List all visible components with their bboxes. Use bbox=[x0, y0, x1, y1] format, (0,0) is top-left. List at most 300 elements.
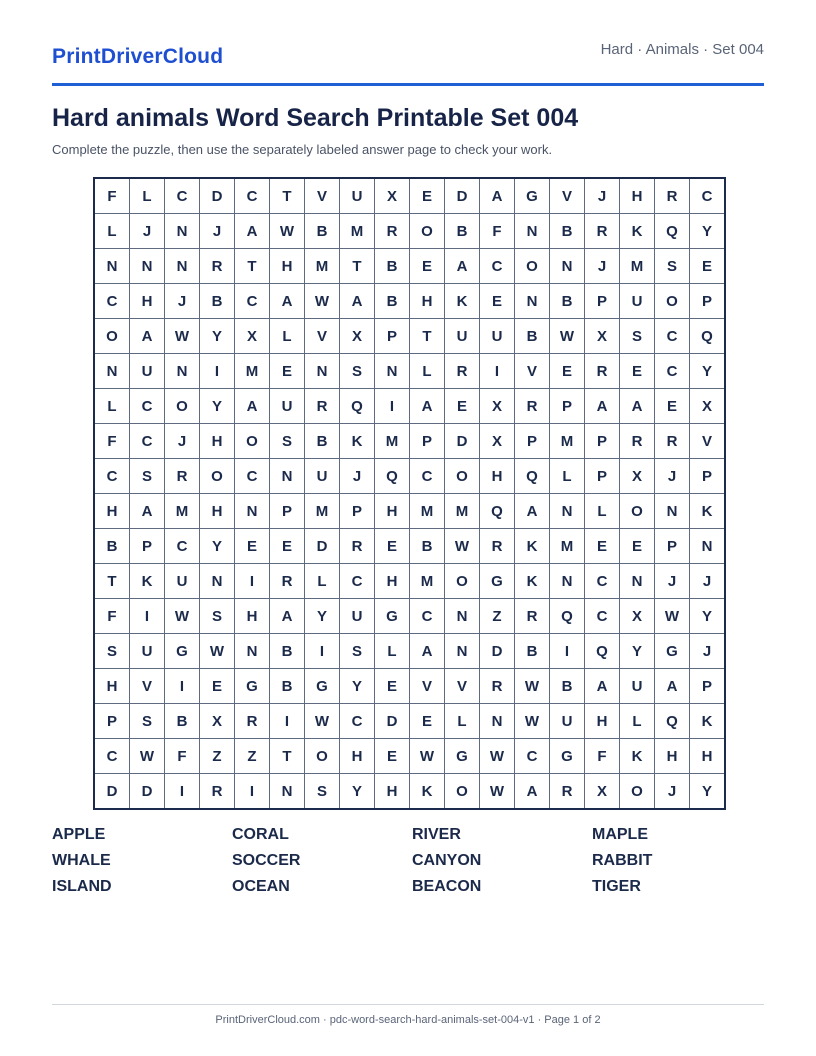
grid-cell: E bbox=[690, 249, 724, 283]
grid-cell: W bbox=[515, 669, 549, 703]
grid-cell: A bbox=[515, 774, 549, 808]
grid-cell: V bbox=[515, 354, 549, 388]
grid-cell: V bbox=[550, 179, 584, 213]
grid-cell: N bbox=[550, 494, 584, 528]
grid-cell: N bbox=[95, 249, 129, 283]
grid-cell: Q bbox=[515, 459, 549, 493]
grid-cell: S bbox=[655, 249, 689, 283]
grid-cell: M bbox=[550, 529, 584, 563]
grid-cell: B bbox=[270, 669, 304, 703]
grid-cell: L bbox=[585, 494, 619, 528]
grid-cell: Y bbox=[340, 774, 374, 808]
grid-cell: G bbox=[515, 179, 549, 213]
grid-cell: E bbox=[410, 249, 444, 283]
grid-cell: M bbox=[620, 249, 654, 283]
grid-cell: B bbox=[200, 284, 234, 318]
grid-cell: Y bbox=[340, 669, 374, 703]
grid-cell: N bbox=[305, 354, 339, 388]
grid-cell: C bbox=[235, 459, 269, 493]
grid-cell: S bbox=[130, 459, 164, 493]
grid-cell: S bbox=[270, 424, 304, 458]
grid-cell: F bbox=[585, 739, 619, 773]
grid-cell: E bbox=[235, 529, 269, 563]
grid-cell: X bbox=[620, 599, 654, 633]
grid-cell: R bbox=[515, 389, 549, 423]
grid-cell: G bbox=[445, 739, 479, 773]
grid-cell: B bbox=[445, 214, 479, 248]
grid-cell: Q bbox=[340, 389, 374, 423]
grid-cell: W bbox=[165, 319, 199, 353]
grid-cell: W bbox=[410, 739, 444, 773]
grid-cell: M bbox=[445, 494, 479, 528]
grid-cell: P bbox=[690, 284, 724, 318]
grid-cell: C bbox=[165, 179, 199, 213]
grid-cell: W bbox=[655, 599, 689, 633]
grid-cell: O bbox=[445, 774, 479, 808]
grid-cell: I bbox=[375, 389, 409, 423]
grid-cell: I bbox=[480, 354, 514, 388]
grid-cell: C bbox=[130, 389, 164, 423]
grid-cell: K bbox=[690, 704, 724, 738]
word-list-item: CANYON bbox=[412, 852, 482, 869]
grid-cell: O bbox=[620, 494, 654, 528]
grid-cell: B bbox=[375, 284, 409, 318]
grid-cell: F bbox=[480, 214, 514, 248]
grid-cell: N bbox=[235, 634, 269, 668]
grid-cell: W bbox=[270, 214, 304, 248]
grid-cell: I bbox=[200, 354, 234, 388]
grid-cell: B bbox=[375, 249, 409, 283]
grid-cell: U bbox=[130, 634, 164, 668]
grid-cell: V bbox=[690, 424, 724, 458]
grid-cell: A bbox=[270, 284, 304, 318]
grid-cell: D bbox=[130, 774, 164, 808]
grid-cell: M bbox=[235, 354, 269, 388]
grid-cell: H bbox=[655, 739, 689, 773]
grid-cell: L bbox=[445, 704, 479, 738]
grid-cell: W bbox=[200, 634, 234, 668]
grid-cell: K bbox=[410, 774, 444, 808]
grid-cell: I bbox=[235, 774, 269, 808]
grid-cell: W bbox=[480, 774, 514, 808]
grid-cell: N bbox=[445, 599, 479, 633]
grid-cell: N bbox=[550, 249, 584, 283]
grid-cell: A bbox=[480, 179, 514, 213]
grid-cell: L bbox=[410, 354, 444, 388]
grid-cell: T bbox=[270, 739, 304, 773]
grid-cell: O bbox=[165, 389, 199, 423]
grid-cell: W bbox=[515, 704, 549, 738]
grid-cell: C bbox=[585, 564, 619, 598]
grid-cell: K bbox=[445, 284, 479, 318]
grid-cell: Y bbox=[620, 634, 654, 668]
grid-cell: M bbox=[165, 494, 199, 528]
grid-cell: S bbox=[620, 319, 654, 353]
grid-cell: L bbox=[270, 319, 304, 353]
grid-cell: C bbox=[655, 354, 689, 388]
grid-cell: F bbox=[95, 179, 129, 213]
grid-cell: H bbox=[270, 249, 304, 283]
grid-cell: T bbox=[270, 179, 304, 213]
word-list-item: SOCCER bbox=[232, 852, 301, 869]
grid-cell: J bbox=[165, 284, 199, 318]
grid-cell: Q bbox=[655, 214, 689, 248]
page-header bbox=[52, 40, 764, 86]
grid-cell: H bbox=[235, 599, 269, 633]
grid-cell: D bbox=[305, 529, 339, 563]
grid-cell: N bbox=[235, 494, 269, 528]
grid-cell: E bbox=[270, 529, 304, 563]
grid-cell: W bbox=[480, 739, 514, 773]
grid-cell: Y bbox=[690, 599, 724, 633]
grid-cell: X bbox=[585, 774, 619, 808]
grid-cell: J bbox=[165, 424, 199, 458]
word-list-item: WHALE bbox=[52, 852, 111, 869]
grid-cell: U bbox=[305, 459, 339, 493]
grid-cell: N bbox=[515, 214, 549, 248]
word-list-item: OCEAN bbox=[232, 878, 290, 895]
grid-cell: K bbox=[620, 214, 654, 248]
grid-cell: P bbox=[340, 494, 374, 528]
grid-cell: U bbox=[620, 284, 654, 318]
grid-cell: K bbox=[130, 564, 164, 598]
grid-cell: I bbox=[235, 564, 269, 598]
grid-cell: R bbox=[200, 249, 234, 283]
grid-cell: J bbox=[585, 249, 619, 283]
grid-cell: C bbox=[235, 284, 269, 318]
grid-cell: M bbox=[410, 494, 444, 528]
grid-cell: P bbox=[585, 424, 619, 458]
grid-cell: S bbox=[340, 354, 374, 388]
grid-cell: R bbox=[585, 354, 619, 388]
grid-cell: M bbox=[550, 424, 584, 458]
grid-cell: C bbox=[655, 319, 689, 353]
grid-cell: P bbox=[550, 389, 584, 423]
grid-cell: B bbox=[515, 319, 549, 353]
grid-cell: V bbox=[305, 179, 339, 213]
grid-cell: Y bbox=[690, 214, 724, 248]
grid-cell: S bbox=[130, 704, 164, 738]
grid-cell: L bbox=[95, 389, 129, 423]
grid-cell: R bbox=[655, 179, 689, 213]
grid-cell: L bbox=[305, 564, 339, 598]
grid-cell: P bbox=[375, 319, 409, 353]
grid-cell: B bbox=[165, 704, 199, 738]
grid-cell: Q bbox=[585, 634, 619, 668]
grid-cell: R bbox=[165, 459, 199, 493]
grid-cell: D bbox=[445, 179, 479, 213]
grid-cell: N bbox=[690, 529, 724, 563]
word-list-item: CORAL bbox=[232, 826, 289, 843]
grid-cell: A bbox=[445, 249, 479, 283]
grid-cell: R bbox=[235, 704, 269, 738]
word-list-item: BEACON bbox=[412, 878, 482, 895]
grid-cell: S bbox=[340, 634, 374, 668]
grid-cell: L bbox=[550, 459, 584, 493]
grid-cell: I bbox=[550, 634, 584, 668]
grid-cell: O bbox=[200, 459, 234, 493]
grid-cell: P bbox=[690, 669, 724, 703]
grid-cell: P bbox=[690, 459, 724, 493]
grid-cell: B bbox=[550, 284, 584, 318]
word-list-item: RABBIT bbox=[592, 852, 653, 869]
grid-cell: Y bbox=[200, 319, 234, 353]
grid-cell: H bbox=[690, 739, 724, 773]
grid-cell: G bbox=[655, 634, 689, 668]
grid-cell: N bbox=[655, 494, 689, 528]
grid-cell: X bbox=[480, 424, 514, 458]
grid-cell: T bbox=[410, 319, 444, 353]
grid-cell: N bbox=[270, 774, 304, 808]
grid-cell: T bbox=[340, 249, 374, 283]
grid-cell: A bbox=[235, 389, 269, 423]
grid-cell: U bbox=[480, 319, 514, 353]
grid-cell: P bbox=[410, 424, 444, 458]
grid-cell: D bbox=[445, 424, 479, 458]
grid-cell: L bbox=[375, 634, 409, 668]
grid-cell: R bbox=[620, 424, 654, 458]
word-list-item: MAPLE bbox=[592, 826, 648, 843]
grid-cell: E bbox=[375, 739, 409, 773]
grid-cell: N bbox=[95, 354, 129, 388]
grid-cell: Y bbox=[690, 354, 724, 388]
grid-cell: R bbox=[305, 389, 339, 423]
grid-cell: R bbox=[655, 424, 689, 458]
grid-cell: I bbox=[270, 704, 304, 738]
grid-cell: N bbox=[165, 354, 199, 388]
word-list-item: RIVER bbox=[412, 826, 461, 843]
grid-cell: F bbox=[95, 424, 129, 458]
grid-cell: U bbox=[445, 319, 479, 353]
grid-cell: B bbox=[305, 424, 339, 458]
grid-cell: H bbox=[585, 704, 619, 738]
grid-cell: G bbox=[375, 599, 409, 633]
grid-cell: R bbox=[200, 774, 234, 808]
grid-cell: E bbox=[620, 354, 654, 388]
grid-cell: N bbox=[375, 354, 409, 388]
grid-cell: T bbox=[235, 249, 269, 283]
grid-cell: A bbox=[655, 669, 689, 703]
grid-cell: C bbox=[165, 529, 199, 563]
grid-cell: R bbox=[480, 529, 514, 563]
grid-cell: B bbox=[550, 669, 584, 703]
grid-cell: R bbox=[445, 354, 479, 388]
grid-cell: G bbox=[305, 669, 339, 703]
brand-logo-text[interactable]: PrintDriverCloud bbox=[52, 45, 224, 68]
grid-cell: Q bbox=[480, 494, 514, 528]
grid-cell: W bbox=[130, 739, 164, 773]
grid-cell: E bbox=[375, 529, 409, 563]
grid-cell: P bbox=[585, 284, 619, 318]
grid-cell: D bbox=[95, 774, 129, 808]
grid-cell: C bbox=[410, 599, 444, 633]
grid-cell: L bbox=[130, 179, 164, 213]
grid-cell: Y bbox=[200, 389, 234, 423]
grid-cell: H bbox=[480, 459, 514, 493]
grid-cell: X bbox=[690, 389, 724, 423]
grid-cell: X bbox=[585, 319, 619, 353]
grid-cell: B bbox=[410, 529, 444, 563]
word-list-item: TIGER bbox=[592, 878, 641, 895]
breadcrumb: Hard · Animals · Set 004 bbox=[600, 41, 764, 58]
grid-cell: U bbox=[130, 354, 164, 388]
grid-cell: R bbox=[340, 529, 374, 563]
grid-cell: O bbox=[235, 424, 269, 458]
grid-cell: N bbox=[165, 214, 199, 248]
grid-cell: N bbox=[200, 564, 234, 598]
grid-cell: O bbox=[515, 249, 549, 283]
grid-cell: J bbox=[655, 564, 689, 598]
grid-cell: H bbox=[375, 564, 409, 598]
grid-cell: K bbox=[515, 564, 549, 598]
page-subtitle: Complete the puzzle, then use the separately labeled answer page to check your work. bbox=[52, 142, 553, 157]
grid-cell: K bbox=[620, 739, 654, 773]
grid-cell: H bbox=[410, 284, 444, 318]
grid-cell: M bbox=[375, 424, 409, 458]
grid-cell: F bbox=[95, 599, 129, 633]
grid-cell: R bbox=[585, 214, 619, 248]
grid-cell: O bbox=[620, 774, 654, 808]
grid-cell: C bbox=[340, 564, 374, 598]
grid-cell: C bbox=[585, 599, 619, 633]
grid-cell: C bbox=[515, 739, 549, 773]
grid-cell: A bbox=[585, 669, 619, 703]
grid-cell: E bbox=[480, 284, 514, 318]
grid-cell: C bbox=[95, 459, 129, 493]
grid-cell: C bbox=[410, 459, 444, 493]
grid-cell: M bbox=[410, 564, 444, 598]
grid-cell: E bbox=[445, 389, 479, 423]
grid-cell: X bbox=[200, 704, 234, 738]
word-list-item: ISLAND bbox=[52, 878, 112, 895]
footer-divider bbox=[52, 1004, 764, 1005]
grid-cell: A bbox=[585, 389, 619, 423]
grid-cell: E bbox=[270, 354, 304, 388]
grid-cell: B bbox=[515, 634, 549, 668]
grid-cell: K bbox=[515, 529, 549, 563]
grid-cell: J bbox=[690, 634, 724, 668]
grid-cell: N bbox=[270, 459, 304, 493]
grid-cell: N bbox=[445, 634, 479, 668]
grid-cell: Q bbox=[550, 599, 584, 633]
grid-cell: J bbox=[340, 459, 374, 493]
grid-cell: U bbox=[270, 389, 304, 423]
grid-cell: A bbox=[270, 599, 304, 633]
grid-cell: V bbox=[305, 319, 339, 353]
grid-cell: D bbox=[375, 704, 409, 738]
grid-cell: R bbox=[480, 669, 514, 703]
grid-cell: C bbox=[690, 179, 724, 213]
word-list-item: APPLE bbox=[52, 826, 106, 843]
grid-cell: H bbox=[200, 424, 234, 458]
grid-cell: E bbox=[410, 179, 444, 213]
grid-cell: Z bbox=[480, 599, 514, 633]
grid-cell: P bbox=[515, 424, 549, 458]
grid-cell: R bbox=[515, 599, 549, 633]
grid-cell: Z bbox=[235, 739, 269, 773]
grid-cell: X bbox=[480, 389, 514, 423]
grid-cell: E bbox=[550, 354, 584, 388]
grid-cell: A bbox=[515, 494, 549, 528]
page-title: Hard animals Word Search Printable Set 004 bbox=[52, 104, 579, 132]
grid-cell: N bbox=[550, 564, 584, 598]
grid-cell: U bbox=[340, 599, 374, 633]
grid-cell: K bbox=[340, 424, 374, 458]
grid-cell: K bbox=[690, 494, 724, 528]
grid-cell: J bbox=[585, 179, 619, 213]
grid-cell: J bbox=[655, 774, 689, 808]
grid-cell: H bbox=[340, 739, 374, 773]
grid-cell: J bbox=[130, 214, 164, 248]
grid-cell: R bbox=[550, 774, 584, 808]
grid-cell: A bbox=[235, 214, 269, 248]
grid-cell: B bbox=[305, 214, 339, 248]
grid-cell: H bbox=[130, 284, 164, 318]
grid-cell: A bbox=[410, 389, 444, 423]
grid-cell: P bbox=[585, 459, 619, 493]
grid-cell: O bbox=[445, 564, 479, 598]
grid-cell: S bbox=[200, 599, 234, 633]
grid-cell: D bbox=[200, 179, 234, 213]
grid-cell: E bbox=[620, 529, 654, 563]
grid-cell: B bbox=[270, 634, 304, 668]
grid-cell: N bbox=[515, 284, 549, 318]
grid-cell: O bbox=[95, 319, 129, 353]
grid-cell: J bbox=[690, 564, 724, 598]
grid-cell: V bbox=[130, 669, 164, 703]
grid-cell: H bbox=[375, 494, 409, 528]
grid-cell: J bbox=[655, 459, 689, 493]
grid-cell: C bbox=[340, 704, 374, 738]
grid-cell: N bbox=[620, 564, 654, 598]
grid-cell: P bbox=[95, 704, 129, 738]
grid-cell: I bbox=[130, 599, 164, 633]
grid-cell: H bbox=[95, 494, 129, 528]
grid-cell: O bbox=[445, 459, 479, 493]
grid-cell: B bbox=[550, 214, 584, 248]
grid-cell: U bbox=[550, 704, 584, 738]
word-list bbox=[52, 824, 764, 902]
grid-cell: F bbox=[165, 739, 199, 773]
grid-cell: H bbox=[375, 774, 409, 808]
grid-cell: X bbox=[620, 459, 654, 493]
grid-cell: N bbox=[480, 704, 514, 738]
grid-cell: Q bbox=[375, 459, 409, 493]
grid-cell: E bbox=[375, 669, 409, 703]
grid-cell: E bbox=[655, 389, 689, 423]
page-footer: PrintDriverCloud.com · pdc-word-search-hard-animals-set-004-v1 · Page 1 of 2 bbox=[215, 1014, 601, 1026]
grid-cell: Q bbox=[690, 319, 724, 353]
grid-cell: E bbox=[410, 704, 444, 738]
grid-cell: Z bbox=[200, 739, 234, 773]
grid-cell: N bbox=[165, 249, 199, 283]
grid-cell: X bbox=[235, 319, 269, 353]
grid-cell: H bbox=[95, 669, 129, 703]
grid-cell: R bbox=[270, 564, 304, 598]
grid-cell: P bbox=[270, 494, 304, 528]
grid-cell: V bbox=[445, 669, 479, 703]
grid-cell: V bbox=[410, 669, 444, 703]
grid-cell: G bbox=[235, 669, 269, 703]
grid-cell: C bbox=[480, 249, 514, 283]
grid-cell: C bbox=[235, 179, 269, 213]
grid-cell: C bbox=[130, 424, 164, 458]
grid-cell: U bbox=[340, 179, 374, 213]
grid-cell: A bbox=[340, 284, 374, 318]
grid-cell: I bbox=[165, 669, 199, 703]
grid-cell: Y bbox=[690, 774, 724, 808]
grid-cell: M bbox=[305, 494, 339, 528]
